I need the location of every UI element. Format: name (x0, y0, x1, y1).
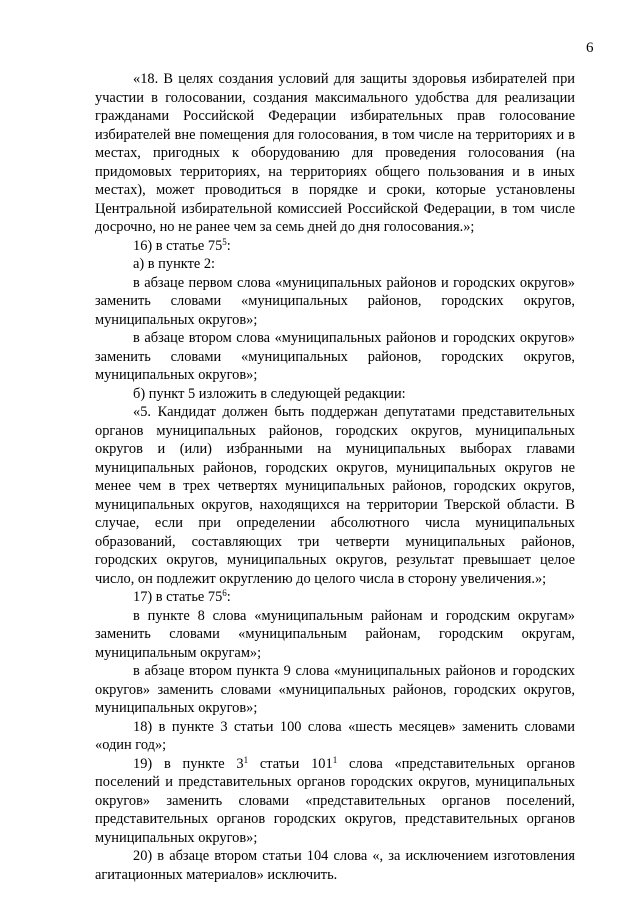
paragraph-item-16b: б) пункт 5 изложить в следующей редакции: (133, 385, 406, 402)
paragraph-clause-5: «5. Кандидат должен быть поддержан депутатами представительных органов муниципальных районов, городских округов, муниципальных округов и (или) избранными на муниципальных выборах главами муниципальных районов, городских округов, муниципальных округов не менее чем в трех четвертях муниципальных районов, городских округов, муниципальных округов, находящихся на территории Тверской области. В случае, если при определении абсолютного числа муниципальных образований, составляющих три четверти муниципальных районов, городских округов, муниципальных округов, результат превышает целое число, он подлежит округлению до целого числа в сторону увеличения.»; (95, 404, 575, 587)
paragraph-second-abzac: в абзаце втором слова «муниципальных районов и городских округов» заменить словами «муниципальных районов, городских округов, муниципальных округов»; (95, 330, 575, 383)
document-body (95, 70, 575, 884)
paragraph-item-19: 19) в пункте $3^1$ статьи $101^1$ слова «представительных органов поселений и представительных органов городских округов, муниципальных округов» заменить словами «представительных органов поселений, представительных органов городских округов, представительных органов муниципальных округов»; (95, 754, 575, 846)
paragraph-item-17: 17) в статье $75^6$: (133, 588, 231, 605)
paragraph-item-16: 16) в статье $75^5$: (133, 236, 231, 254)
paragraph-point-9: в абзаце втором пункта 9 слова «муниципальных районов и городских округов» заменить словами «муниципальных районов, городских округов, муниципальных округов»; (95, 663, 575, 716)
paragraph-clause-18: «18. В целях создания условий для защиты здоровья избирателей при участии в голосовании, создания максимального удобства для реализации гражданами Российской Федерации избирательных прав голосование избирателей вне помещения для голосования, в том числе на территориях и в местах, пригодных к оборудованию для проведения голосования (на придомовых территориях, на территориях общего пользования и в иных местах), может проводиться в порядке и сроки, которые установлены Центральной избирательной комиссией Российской Федерации, в том числе досрочно, но не ранее чем за семь дней до дня голосования.»; (95, 71, 575, 235)
paragraph-first-abzac: в абзаце первом слова «муниципальных районов и городских округов» заменить словами «муниципальных районов, городских округов, муниципальных округов»; (95, 274, 575, 328)
paragraph-item-18: 18) в пункте 3 статьи 100 слова «шесть месяцев» заменить словами «один год»; (95, 718, 575, 753)
paragraph-item-16a: а) в пункте 2: (133, 256, 216, 272)
page-number: 6 (586, 40, 594, 56)
paragraph-point-8: в пункте 8 слова «муниципальным районам и городским округам» заменить словами «муниципальным районам, городским округам, муниципальным округам»; (95, 607, 575, 661)
paragraph-item-20: 20) в абзаце втором статьи 104 слова «, за исключением изготовления агитационных материалов» исключить. (95, 848, 575, 883)
